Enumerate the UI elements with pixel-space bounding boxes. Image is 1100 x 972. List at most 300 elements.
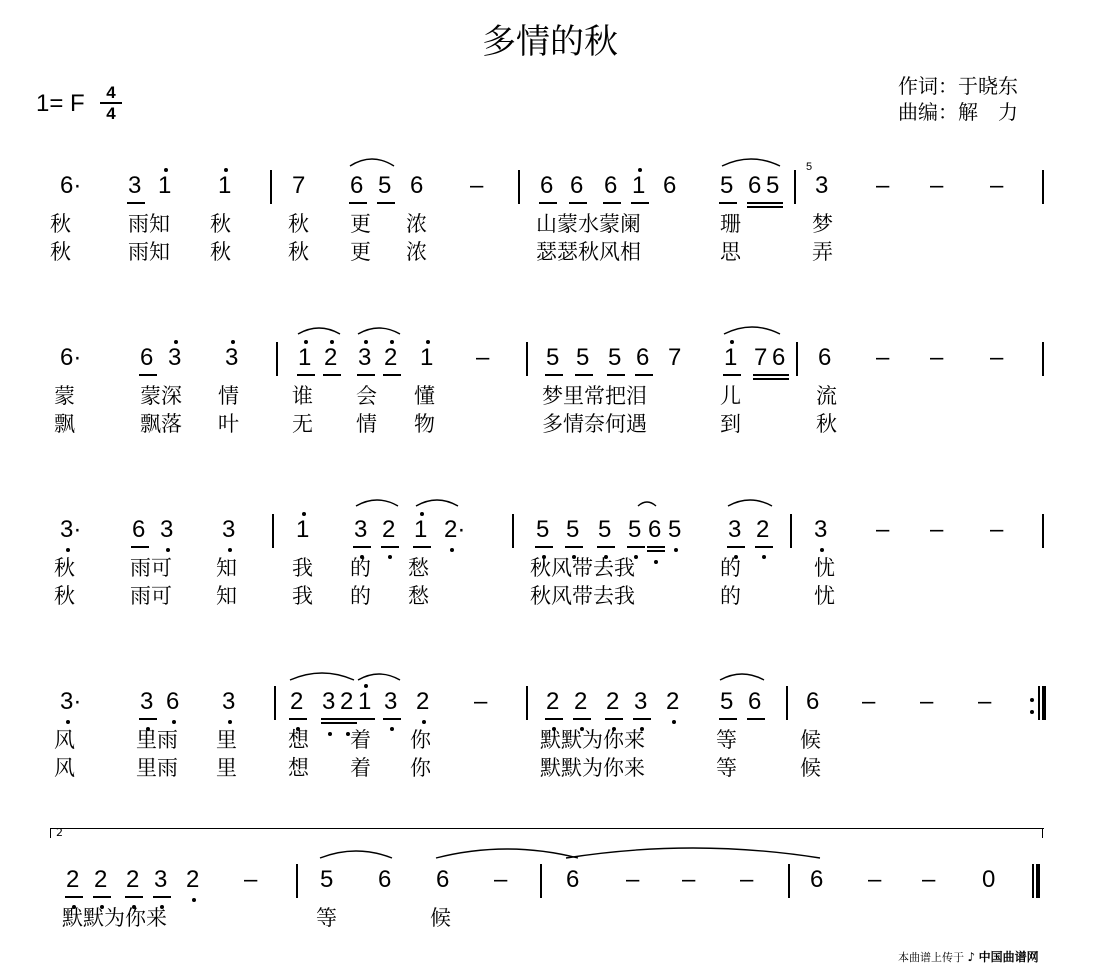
duration-underline bbox=[297, 374, 315, 376]
duration-underline bbox=[357, 718, 375, 720]
note: 3 bbox=[322, 688, 336, 715]
duration-underline bbox=[565, 546, 583, 548]
lyric-syllable: 你 bbox=[410, 728, 431, 752]
barline bbox=[270, 170, 272, 204]
note: 2 bbox=[546, 688, 560, 715]
duration-underline bbox=[753, 374, 771, 376]
lyric-syllable: 更 bbox=[350, 212, 371, 236]
note: 6 bbox=[570, 172, 584, 199]
note: 2 bbox=[384, 344, 398, 371]
note: 1 bbox=[358, 688, 372, 715]
note: 6· bbox=[60, 172, 82, 199]
note: 2 bbox=[666, 688, 680, 715]
lyric-syllable: 风 bbox=[54, 756, 75, 780]
barline bbox=[788, 864, 790, 898]
time-signature-top: 4 bbox=[106, 83, 116, 102]
slur-arc bbox=[416, 500, 458, 506]
duration-underline bbox=[627, 546, 645, 548]
lyric-syllable: 秋 bbox=[210, 212, 231, 236]
duration-underline bbox=[139, 374, 157, 376]
high-octave-dot bbox=[164, 168, 168, 172]
lyric-syllable: 你 bbox=[410, 756, 431, 780]
note: – bbox=[930, 344, 944, 371]
lyric-syllable: 思 bbox=[720, 240, 741, 264]
duration-underline bbox=[93, 896, 111, 898]
note: 3 bbox=[358, 344, 372, 371]
note: 2 bbox=[756, 516, 770, 543]
lyric-syllable: 更 bbox=[350, 240, 371, 264]
note: 1 bbox=[420, 344, 434, 371]
final-thin-barline bbox=[1032, 864, 1034, 898]
lyric-syllable: 懂 bbox=[414, 384, 435, 408]
note: 2 bbox=[574, 688, 588, 715]
lyric-syllable: 等 bbox=[316, 906, 337, 930]
note: 7 bbox=[754, 344, 768, 371]
lyric-syllable: 忧 bbox=[814, 556, 835, 580]
duration-underline bbox=[339, 718, 357, 720]
duration-underline bbox=[727, 546, 745, 548]
lyric-syllable: 秋 bbox=[210, 240, 231, 264]
lyricist-credit: 作词：于晓东 bbox=[898, 74, 1018, 98]
note: – bbox=[876, 344, 890, 371]
note: 6 bbox=[806, 688, 820, 715]
key-signature: 1= F bbox=[36, 90, 85, 117]
lyric-syllable: 等 bbox=[716, 756, 737, 780]
note: 6· bbox=[60, 344, 82, 371]
lyric-syllable: 我 bbox=[292, 584, 313, 608]
lyric-syllable: 秋 bbox=[288, 212, 309, 236]
note: 3 bbox=[222, 688, 236, 715]
note: 5 bbox=[536, 516, 550, 543]
duration-underline bbox=[65, 896, 83, 898]
note: 2 bbox=[606, 688, 620, 715]
lyric-syllable: 秋 bbox=[50, 240, 71, 264]
duration-underline bbox=[535, 546, 553, 548]
note: 6 bbox=[378, 866, 392, 893]
duration-underline bbox=[377, 202, 395, 204]
slur-arc bbox=[320, 851, 392, 858]
note: 5 bbox=[378, 172, 392, 199]
note: 6 bbox=[436, 866, 450, 893]
lyric-syllable: 着 bbox=[350, 728, 371, 752]
note: 2 bbox=[290, 688, 304, 715]
lyric-syllable: 雨可 bbox=[130, 556, 172, 580]
duration-underline bbox=[545, 374, 563, 376]
duration-underline bbox=[755, 546, 773, 548]
lyric-syllable: 愁 bbox=[408, 584, 429, 608]
lyric-syllable: 秋 bbox=[816, 412, 837, 436]
barline bbox=[794, 170, 796, 204]
note: 3 bbox=[634, 688, 648, 715]
low-octave-dot bbox=[388, 555, 392, 559]
note: 6 bbox=[410, 172, 424, 199]
barline bbox=[512, 514, 514, 548]
note: 5 bbox=[546, 344, 560, 371]
ending-bracket-left bbox=[50, 828, 51, 838]
duration-underline bbox=[545, 718, 563, 720]
note: 3 bbox=[814, 516, 828, 543]
lyric-syllable: 默默为你来 bbox=[62, 906, 167, 930]
barline bbox=[272, 514, 274, 548]
duration-underline bbox=[765, 202, 783, 204]
note: 6 bbox=[772, 344, 786, 371]
note: 5 bbox=[608, 344, 622, 371]
note: 3 bbox=[160, 516, 174, 543]
lyric-syllable: 知 bbox=[216, 556, 237, 580]
lyric-syllable: 会 bbox=[356, 384, 377, 408]
note: 0 bbox=[982, 866, 996, 893]
duration-underline bbox=[539, 202, 557, 204]
note: 2 bbox=[66, 866, 80, 893]
lyric-syllable: 蒙深 bbox=[140, 384, 182, 408]
duration-underline bbox=[723, 374, 741, 376]
low-octave-dot bbox=[192, 898, 196, 902]
note: – bbox=[740, 866, 754, 893]
duration-underline bbox=[289, 718, 307, 720]
note: – bbox=[876, 516, 890, 543]
barline bbox=[790, 514, 792, 548]
lyric-syllable: 情 bbox=[218, 384, 239, 408]
note: 5 bbox=[566, 516, 580, 543]
note: 6 bbox=[166, 688, 180, 715]
note: 6 bbox=[604, 172, 618, 199]
note: 1 bbox=[218, 172, 232, 199]
note: – bbox=[990, 172, 1004, 199]
lyric-syllable: 想 bbox=[288, 728, 309, 752]
note: 7 bbox=[292, 172, 306, 199]
duration-underline bbox=[747, 206, 765, 208]
slur-arc bbox=[722, 159, 780, 166]
lyric-syllable: 梦 bbox=[812, 212, 833, 236]
note: 6 bbox=[748, 172, 762, 199]
lyric-syllable: 儿 bbox=[720, 384, 741, 408]
time-signature bbox=[100, 84, 122, 122]
duration-underline bbox=[321, 718, 339, 720]
note: 3 bbox=[128, 172, 142, 199]
note: 2 bbox=[416, 688, 430, 715]
duration-underline bbox=[597, 546, 615, 548]
high-octave-dot bbox=[364, 684, 368, 688]
grace-note: 5 bbox=[806, 161, 813, 173]
note: 3 bbox=[354, 516, 368, 543]
song-title: 多情的秋 bbox=[482, 22, 618, 62]
note: 2 bbox=[126, 866, 140, 893]
barline bbox=[796, 342, 798, 376]
duration-underline bbox=[747, 202, 765, 204]
high-octave-dot bbox=[174, 340, 178, 344]
lyric-syllable: 知 bbox=[216, 584, 237, 608]
lyric-syllable: 飘落 bbox=[140, 412, 182, 436]
ending-mark: 2 bbox=[56, 826, 63, 839]
lyric-syllable: 浓 bbox=[406, 240, 427, 264]
lyric-syllable: 候 bbox=[800, 728, 821, 752]
high-octave-dot bbox=[390, 340, 394, 344]
lyric-syllable: 山蒙水蒙阑 bbox=[536, 212, 641, 236]
lyric-syllable: 等 bbox=[716, 728, 737, 752]
lyric-syllable: 里 bbox=[216, 728, 237, 752]
note: 1 bbox=[298, 344, 312, 371]
high-octave-dot bbox=[638, 168, 642, 172]
duration-underline bbox=[383, 374, 401, 376]
lyric-syllable: 谁 bbox=[292, 384, 313, 408]
barline bbox=[526, 342, 528, 376]
low-octave-dot bbox=[672, 720, 676, 724]
lyric-syllable: 无 bbox=[292, 412, 313, 436]
note: 3· bbox=[60, 516, 82, 543]
note: 6 bbox=[636, 344, 650, 371]
lyric-syllable: 风 bbox=[54, 728, 75, 752]
duration-underline bbox=[631, 202, 649, 204]
arranger-credit: 曲编：解 力 bbox=[898, 100, 1018, 124]
ending-bracket bbox=[50, 828, 1044, 829]
lyric-syllable: 秋 bbox=[288, 240, 309, 264]
duration-underline bbox=[747, 718, 765, 720]
duration-underline bbox=[381, 546, 399, 548]
note: 2· bbox=[444, 516, 466, 543]
duration-underline bbox=[607, 374, 625, 376]
duration-underline bbox=[603, 202, 621, 204]
note: 6 bbox=[350, 172, 364, 199]
slur-arc bbox=[298, 328, 340, 334]
note: 6 bbox=[566, 866, 580, 893]
lyric-syllable: 候 bbox=[800, 756, 821, 780]
lyric-syllable: 默默为你来 bbox=[540, 728, 645, 752]
lyric-syllable: 物 bbox=[414, 412, 435, 436]
lyric-syllable: 忧 bbox=[814, 584, 835, 608]
note: – bbox=[244, 866, 258, 893]
lyric-syllable: 雨知 bbox=[128, 212, 170, 236]
high-octave-dot bbox=[364, 340, 368, 344]
lyric-syllable: 里雨 bbox=[136, 756, 178, 780]
note: 6 bbox=[140, 344, 154, 371]
note: – bbox=[990, 516, 1004, 543]
duration-underline bbox=[605, 718, 623, 720]
note: – bbox=[494, 866, 508, 893]
note: 1 bbox=[414, 516, 428, 543]
duration-underline bbox=[635, 374, 653, 376]
note: – bbox=[862, 688, 876, 715]
note: 5 bbox=[598, 516, 612, 543]
slur-arc bbox=[436, 849, 578, 858]
note: 3 bbox=[154, 866, 168, 893]
note: – bbox=[930, 172, 944, 199]
duration-underline bbox=[323, 374, 341, 376]
duration-underline bbox=[153, 896, 171, 898]
duration-underline bbox=[633, 718, 651, 720]
high-octave-dot bbox=[426, 340, 430, 344]
low-octave-dot bbox=[450, 548, 454, 552]
barline bbox=[1042, 342, 1044, 376]
lyric-syllable: 的 bbox=[720, 584, 741, 608]
lyric-syllable: 候 bbox=[430, 906, 451, 930]
lyric-syllable: 蒙 bbox=[54, 384, 75, 408]
note: – bbox=[930, 516, 944, 543]
note: 5 bbox=[720, 688, 734, 715]
slur-arc bbox=[358, 328, 400, 334]
barline bbox=[540, 864, 542, 898]
barline bbox=[786, 686, 788, 720]
low-octave-dot bbox=[674, 548, 678, 552]
lyric-syllable: 飘 bbox=[54, 412, 75, 436]
note: 2 bbox=[94, 866, 108, 893]
low-octave-dot bbox=[762, 555, 766, 559]
slur-arc bbox=[356, 500, 398, 506]
barline bbox=[296, 864, 298, 898]
lyric-syllable: 里雨 bbox=[136, 728, 178, 752]
lyric-syllable: 流 bbox=[816, 384, 837, 408]
note: – bbox=[474, 688, 488, 715]
lyric-syllable: 叶 bbox=[218, 412, 239, 436]
note: 6 bbox=[648, 516, 662, 543]
footer-site: 中国曲谱网 bbox=[978, 950, 1039, 964]
note: 1 bbox=[632, 172, 646, 199]
barline bbox=[274, 686, 276, 720]
note: 5 bbox=[720, 172, 734, 199]
duration-underline bbox=[139, 718, 157, 720]
duration-underline bbox=[575, 374, 593, 376]
duration-underline bbox=[569, 202, 587, 204]
slur-arc bbox=[638, 502, 656, 506]
note: 3 bbox=[222, 516, 236, 543]
barline bbox=[1042, 514, 1044, 548]
note: 5 bbox=[668, 516, 682, 543]
barline bbox=[276, 342, 278, 376]
high-octave-dot bbox=[304, 340, 308, 344]
lyric-syllable: 想 bbox=[288, 756, 309, 780]
note: 7 bbox=[668, 344, 682, 371]
note: 2 bbox=[324, 344, 338, 371]
note: – bbox=[682, 866, 696, 893]
note: 6 bbox=[540, 172, 554, 199]
note: 6 bbox=[810, 866, 824, 893]
duration-underline bbox=[719, 202, 737, 204]
duration-underline bbox=[771, 378, 789, 380]
note: 5 bbox=[576, 344, 590, 371]
note: 2 bbox=[340, 688, 354, 715]
time-signature-bottom: 4 bbox=[106, 104, 116, 123]
duration-underline bbox=[573, 718, 591, 720]
high-octave-dot bbox=[302, 512, 306, 516]
lyric-syllable: 默默为你来 bbox=[540, 756, 645, 780]
duration-underline bbox=[753, 378, 771, 380]
lyric-syllable: 里 bbox=[216, 756, 237, 780]
high-octave-dot bbox=[420, 512, 424, 516]
note: – bbox=[470, 172, 484, 199]
high-octave-dot bbox=[224, 168, 228, 172]
barline bbox=[518, 170, 520, 204]
note: – bbox=[922, 866, 936, 893]
note: – bbox=[626, 866, 640, 893]
footer-credit bbox=[898, 948, 1039, 965]
duration-underline bbox=[719, 718, 737, 720]
note: – bbox=[920, 688, 934, 715]
duration-underline bbox=[125, 896, 143, 898]
note: 3 bbox=[384, 688, 398, 715]
note: 3 bbox=[140, 688, 154, 715]
note: 6 bbox=[132, 516, 146, 543]
slur-arc bbox=[358, 674, 400, 680]
final-thick-barline bbox=[1036, 864, 1040, 898]
lyric-syllable: 到 bbox=[720, 412, 741, 436]
duration-underline bbox=[771, 374, 789, 376]
lyric-syllable: 多情奈何遇 bbox=[542, 412, 647, 436]
note: 5 bbox=[766, 172, 780, 199]
duration-underline bbox=[647, 550, 665, 552]
slur-arc bbox=[724, 327, 780, 334]
note: 3 bbox=[225, 344, 239, 371]
duration-underline bbox=[357, 374, 375, 376]
note: 6 bbox=[818, 344, 832, 371]
lyric-syllable: 愁 bbox=[408, 556, 429, 580]
slur-arc bbox=[350, 159, 394, 166]
note: 3 bbox=[815, 172, 829, 199]
duration-underline bbox=[127, 202, 145, 204]
ending-bracket-right bbox=[1042, 828, 1043, 838]
lyric-syllable: 浓 bbox=[406, 212, 427, 236]
duration-underline bbox=[383, 718, 401, 720]
lyric-syllable: 雨知 bbox=[128, 240, 170, 264]
repeat-thick-barline bbox=[1042, 686, 1046, 720]
slur-arc bbox=[566, 848, 820, 858]
lyric-syllable: 着 bbox=[350, 756, 371, 780]
lyric-syllable: 弄 bbox=[812, 240, 833, 264]
barline bbox=[526, 686, 528, 720]
note: 6 bbox=[663, 172, 677, 199]
slur-arc bbox=[728, 500, 772, 506]
note: 3 bbox=[728, 516, 742, 543]
lyric-syllable: 雨可 bbox=[130, 584, 172, 608]
lyric-syllable: 情 bbox=[356, 412, 377, 436]
note: 3 bbox=[168, 344, 182, 371]
duration-underline bbox=[321, 722, 339, 724]
lyric-syllable: 的 bbox=[720, 556, 741, 580]
lyric-syllable: 我 bbox=[292, 556, 313, 580]
note: 2 bbox=[186, 866, 200, 893]
high-octave-dot bbox=[330, 340, 334, 344]
note: 5 bbox=[628, 516, 642, 543]
note: 1 bbox=[296, 516, 310, 543]
duration-underline bbox=[765, 206, 783, 208]
repeat-thin-barline bbox=[1038, 686, 1040, 720]
lyric-syllable: 的 bbox=[350, 584, 371, 608]
high-octave-dot bbox=[730, 340, 734, 344]
note: 1 bbox=[724, 344, 738, 371]
duration-underline bbox=[353, 546, 371, 548]
note: – bbox=[476, 344, 490, 371]
note: 3· bbox=[60, 688, 82, 715]
note: – bbox=[978, 688, 992, 715]
lyric-syllable: 秋 bbox=[54, 556, 75, 580]
lyric-syllable: 秋 bbox=[50, 212, 71, 236]
duration-underline bbox=[413, 546, 431, 548]
duration-underline bbox=[349, 202, 367, 204]
note: 6 bbox=[748, 688, 762, 715]
low-octave-dot bbox=[654, 560, 658, 564]
footer-text: 本曲谱上传于 bbox=[898, 951, 964, 964]
note: – bbox=[876, 172, 890, 199]
note: – bbox=[990, 344, 1004, 371]
duration-underline bbox=[647, 546, 665, 548]
lyric-syllable: 珊 bbox=[720, 212, 741, 236]
duration-underline bbox=[131, 546, 149, 548]
lyric-syllable: 瑟瑟秋风相 bbox=[536, 240, 641, 264]
slur-arc bbox=[720, 674, 764, 680]
repeat-dot bbox=[1030, 710, 1034, 714]
low-octave-dot bbox=[328, 732, 332, 736]
lyric-syllable: 的 bbox=[350, 556, 371, 580]
repeat-dot bbox=[1030, 698, 1034, 702]
high-octave-dot bbox=[231, 340, 235, 344]
